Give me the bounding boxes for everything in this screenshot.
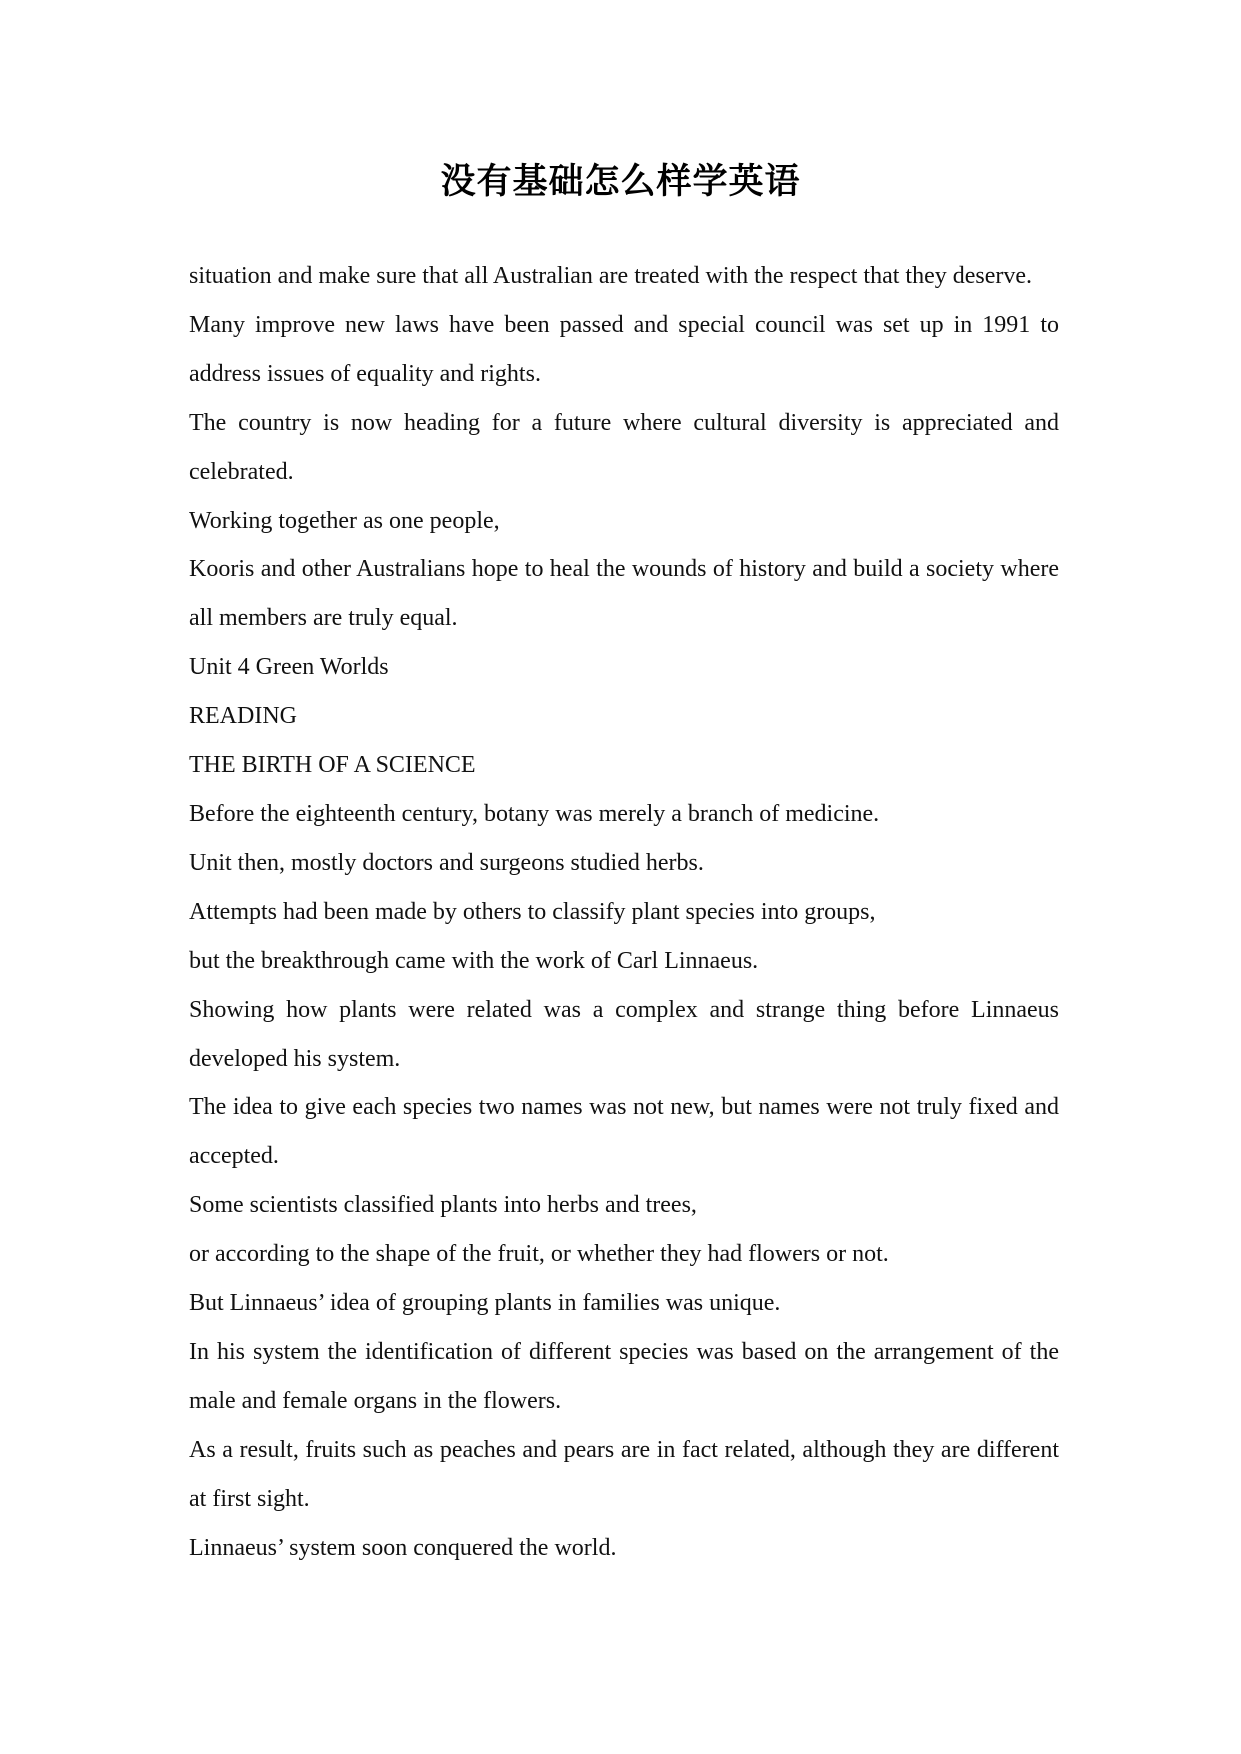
paragraph: or according to the shape of the fruit, or whether they had flowers or not. (189, 1241, 889, 1268)
document-body (189, 252, 1059, 1572)
paragraph: Working together as one people, (189, 507, 500, 534)
paragraph: In his system the identification of different species was based on the arrangement of the male and female organs in the flowers. (189, 1338, 1059, 1414)
paragraph: Kooris and other Australians hope to heal the wounds of history and build a society where all members are truly equal. (189, 556, 1059, 632)
paragraph: The idea to give each species two names was not new, but names were not truly fixed and accepted. (189, 1094, 1059, 1170)
paragraph: but the breakthrough came with the work of Carl Linnaeus. (189, 947, 759, 974)
paragraph: situation and make sure that all Australian are treated with the respect that they deserve. (189, 263, 1033, 289)
paragraph: Linnaeus’ system soon conquered the world. (189, 1534, 617, 1561)
paragraph: Some scientists classified plants into herbs and trees, (189, 1192, 697, 1219)
paragraph: Unit then, mostly doctors and surgeons studied herbs. (189, 849, 704, 876)
paragraph: As a result, fruits such as peaches and pears are in fact related, although they are different at first sight. (189, 1436, 1059, 1512)
section-heading-unit: Unit 4 Green Worlds (189, 654, 389, 681)
paragraph: Many improve new laws have been passed and special council was set up in 1991 to address issues of equality and rights. (189, 311, 1059, 387)
page-title: 没有基础怎么样学英语 (440, 162, 801, 202)
paragraph: Before the eighteenth century, botany was merely a branch of medicine. (189, 800, 880, 827)
paragraph: The country is now heading for a future where cultural diversity is appreciated and celebrated. (189, 409, 1059, 485)
paragraph: Showing how plants were related was a complex and strange thing before Linnaeus developed his system. (189, 996, 1059, 1072)
paragraph: But Linnaeus’ idea of grouping plants in families was unique. (189, 1290, 781, 1317)
section-heading-article: THE BIRTH OF A SCIENCE (189, 752, 476, 779)
section-heading-reading: READING (189, 703, 297, 730)
paragraph: Attempts had been made by others to classify plant species into groups, (189, 898, 876, 925)
